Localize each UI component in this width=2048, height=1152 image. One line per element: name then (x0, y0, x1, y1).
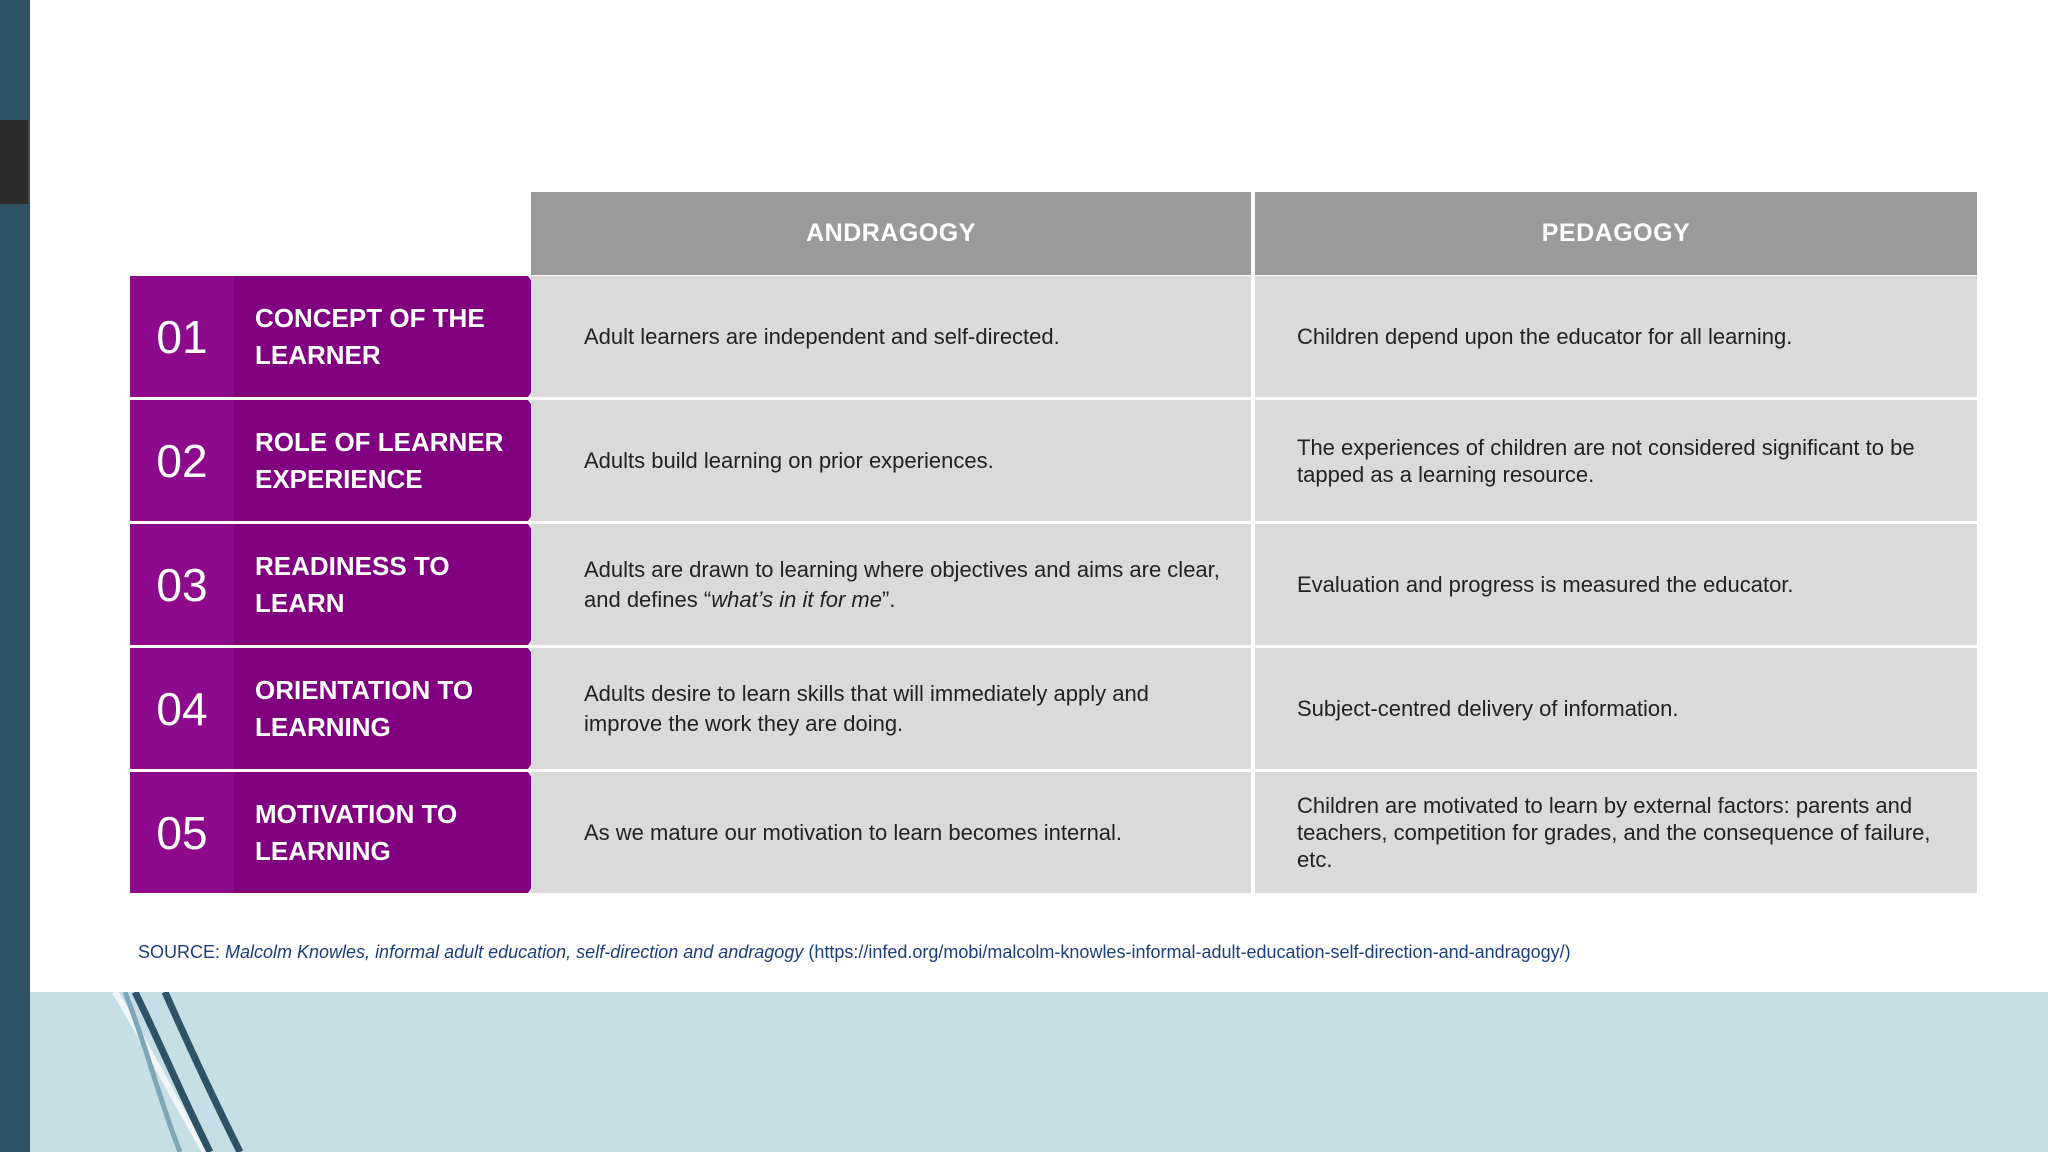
andragogy-text: Adults are drawn to learning where objectives and aims are clear, and defines “what’s in it for me”. (584, 556, 1220, 612)
source-title: Malcolm Knowles, informal adult education, self-direction and andragogy (225, 942, 804, 962)
andragogy-cell (531, 524, 1251, 645)
pedagogy-cell: Children are motivated to learn by external factors: parents and teachers, competition for grades, and the consequence of failure, etc. (1255, 772, 1977, 893)
footer-band (30, 992, 2048, 1152)
source-citation (138, 942, 1988, 963)
header-andragogy: ANDRAGOGY (531, 192, 1251, 275)
row-title: ROLE OF LEARNER EXPERIENCE (255, 426, 504, 494)
pedagogy-cell: Evaluation and progress is measured the educator. (1255, 524, 1977, 645)
table-row (130, 772, 1977, 893)
row-number: 03 (130, 524, 234, 645)
slide-left-notch (0, 120, 28, 204)
row-title: MOTIVATION TO LEARNING (255, 798, 458, 866)
table-row (130, 400, 1977, 521)
andragogy-cell: Adult learners are independent and self-directed. (531, 276, 1251, 397)
row-number: 04 (130, 648, 234, 769)
row-number: 05 (130, 772, 234, 893)
table-row (130, 276, 1977, 397)
pedagogy-cell: Children depend upon the educator for all learning. (1255, 276, 1977, 397)
row-title: CONCEPT OF THE LEARNER (255, 302, 485, 370)
decorative-swoosh-icon (30, 992, 290, 1152)
row-title: READINESS TO LEARN (255, 550, 450, 618)
source-prefix: SOURCE: (138, 942, 226, 962)
andragogy-cell: As we mature our motivation to learn becomes internal. (531, 772, 1251, 893)
andragogy-cell: Adults build learning on prior experiences. (531, 400, 1251, 521)
row-title: ORIENTATION TO LEARNING (255, 674, 474, 742)
table-row (130, 524, 1977, 645)
header-pedagogy: PEDAGOGY (1255, 192, 1977, 275)
pedagogy-cell: Subject-centred delivery of information. (1255, 648, 1977, 769)
table-row (130, 648, 1977, 769)
row-number: 02 (130, 400, 234, 521)
row-number: 01 (130, 276, 234, 397)
source-url[interactable]: (https://infed.org/mobi/malcolm-knowles-informal-adult-education-self-direction-and-andragogy/) (803, 942, 1571, 962)
andragogy-italic-phrase: what’s in it for me (711, 586, 882, 612)
pedagogy-cell: The experiences of children are not considered significant to be tapped as a learning resource. (1255, 400, 1977, 521)
andragogy-cell: Adults desire to learn skills that will immediately apply and improve the work they are doing. (531, 648, 1251, 769)
